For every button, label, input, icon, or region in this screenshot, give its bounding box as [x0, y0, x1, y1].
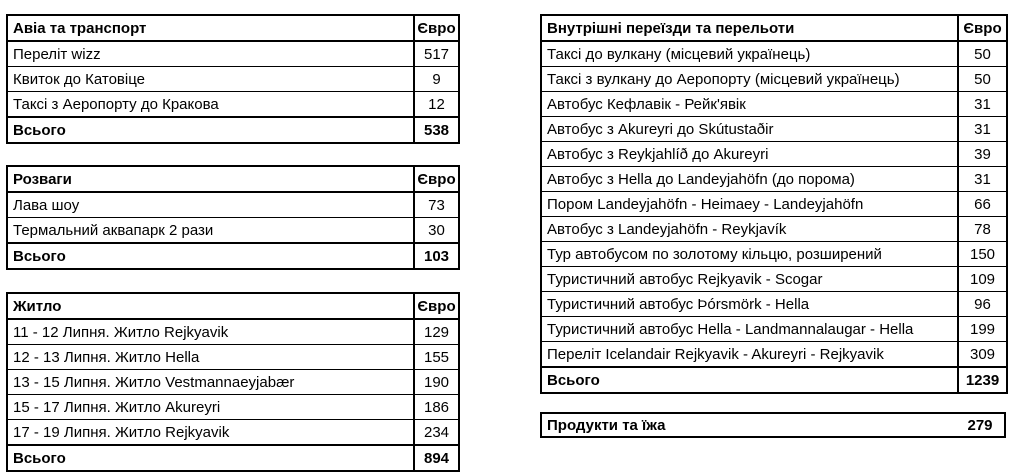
- expense-label: Термальний аквапарк 2 рази: [7, 218, 414, 244]
- currency-header: Євро: [958, 15, 1007, 41]
- expense-value: 31: [958, 92, 1007, 117]
- table-row: [7, 192, 459, 218]
- table-header-row: [7, 166, 459, 192]
- food-label: Продукти та їжа: [547, 416, 666, 434]
- total-label: Всього: [541, 367, 958, 393]
- expense-label: 15 - 17 Липня. Житло Akureyri: [7, 395, 414, 420]
- table-row: [541, 192, 1007, 217]
- table-row: [541, 92, 1007, 117]
- expense-value: 78: [958, 217, 1007, 242]
- entertainment-table: [6, 165, 460, 270]
- table-header-row: [7, 293, 459, 319]
- total-value: 894: [414, 445, 459, 471]
- table-row: [541, 292, 1007, 317]
- total-row: [7, 445, 459, 471]
- expense-value: 30: [414, 218, 459, 244]
- table-row: [541, 217, 1007, 242]
- expense-value: 309: [958, 342, 1007, 368]
- expense-label: 13 - 15 Липня. Житло Vestmannaeyjabær: [7, 370, 414, 395]
- total-label: Всього: [7, 243, 414, 269]
- currency-header: Євро: [414, 166, 459, 192]
- expense-label: 11 - 12 Липня. Житло Rejkyavik: [7, 319, 414, 345]
- expense-label: Лава шоу: [7, 192, 414, 218]
- expense-label: 12 - 13 Липня. Житло Hella: [7, 345, 414, 370]
- table-title: Авіа та транспорт: [7, 15, 414, 41]
- expense-value: 50: [958, 41, 1007, 67]
- table-row: [541, 67, 1007, 92]
- table-row: [7, 395, 459, 420]
- expense-label: Автобус з Landeyjahöfn - Reykjavík: [541, 217, 958, 242]
- table-header-row: [7, 15, 459, 41]
- currency-header: Євро: [414, 293, 459, 319]
- expense-value: 31: [958, 117, 1007, 142]
- expense-value: 31: [958, 167, 1007, 192]
- expense-label: Туристичний автобус Hella - Landmannalaugar - Hella: [541, 317, 958, 342]
- expense-value: 129: [414, 319, 459, 345]
- table-row: [7, 420, 459, 446]
- expense-value: 39: [958, 142, 1007, 167]
- table-row: [7, 67, 459, 92]
- table-title: Внутрішні переїзди та перельоти: [541, 15, 958, 41]
- expense-label: Туристичний автобус Þórsmörk - Hella: [541, 292, 958, 317]
- total-row: [7, 243, 459, 269]
- table-row: [541, 242, 1007, 267]
- table-row: [541, 117, 1007, 142]
- expense-value: 96: [958, 292, 1007, 317]
- total-value: 103: [414, 243, 459, 269]
- expense-label: Тур автобусом по золотому кільцю, розширений: [541, 242, 958, 267]
- expense-value: 190: [414, 370, 459, 395]
- total-label: Всього: [7, 445, 414, 471]
- table-row: [541, 167, 1007, 192]
- housing-table: [6, 292, 460, 472]
- expense-value: 234: [414, 420, 459, 446]
- table-row: [541, 267, 1007, 292]
- table-title: Житло: [7, 293, 414, 319]
- expense-value: 66: [958, 192, 1007, 217]
- expense-label: Автобус з Hella до Landeyjahöfn (до порома): [541, 167, 958, 192]
- expense-label: Таксі з вулкану до Аеропорту (місцевий українець): [541, 67, 958, 92]
- expense-value: 150: [958, 242, 1007, 267]
- expense-label: Автобус з Reykjahlíð до Akureyri: [541, 142, 958, 167]
- total-label: Всього: [7, 117, 414, 143]
- total-value: 538: [414, 117, 459, 143]
- currency-header: Євро: [414, 15, 459, 41]
- table-row: [7, 92, 459, 118]
- total-row: [541, 367, 1007, 393]
- table-row: [7, 41, 459, 67]
- expense-label: Таксі з Аеропорту до Кракова: [7, 92, 414, 118]
- table-row: [541, 317, 1007, 342]
- expense-label: Переліт Icelandair Rejkyavik - Akureyri - Rejkyavik: [541, 342, 958, 368]
- food-groceries-box: [540, 412, 1006, 438]
- expense-value: 12: [414, 92, 459, 118]
- total-row: [7, 117, 459, 143]
- expense-value: 517: [414, 41, 459, 67]
- avia-transport-table: [6, 14, 460, 144]
- expense-label: Туристичний автобус Rejkyavik - Scogar: [541, 267, 958, 292]
- internal-transfers-table: [540, 14, 1008, 394]
- expense-value: 186: [414, 395, 459, 420]
- table-header-row: [541, 15, 1007, 41]
- expense-value: 73: [414, 192, 459, 218]
- table-row: [541, 41, 1007, 67]
- expense-value: 50: [958, 67, 1007, 92]
- table-row: [7, 370, 459, 395]
- expense-label: Пором Landeyjahöfn - Heimaey - Landeyjahöfn: [541, 192, 958, 217]
- total-value: 1239: [958, 367, 1007, 393]
- expense-value: 9: [414, 67, 459, 92]
- expense-value: 199: [958, 317, 1007, 342]
- table-row: [7, 345, 459, 370]
- table-row: [541, 342, 1007, 368]
- table-row: [7, 319, 459, 345]
- expense-value: 155: [414, 345, 459, 370]
- expense-label: Автобус з Akureyri до Skútustaðir: [541, 117, 958, 142]
- expense-label: 17 - 19 Липня. Житло Rejkyavik: [7, 420, 414, 446]
- expense-label: Переліт wizz: [7, 41, 414, 67]
- food-value: 279: [967, 416, 993, 434]
- expense-label: Таксі до вулкану (місцевий українець): [541, 41, 958, 67]
- expense-label: Автобус Кефлавік - Рейк'явік: [541, 92, 958, 117]
- table-row: [7, 218, 459, 244]
- expense-label: Квиток до Катовіце: [7, 67, 414, 92]
- table-title: Розваги: [7, 166, 414, 192]
- table-row: [541, 142, 1007, 167]
- expense-value: 109: [958, 267, 1007, 292]
